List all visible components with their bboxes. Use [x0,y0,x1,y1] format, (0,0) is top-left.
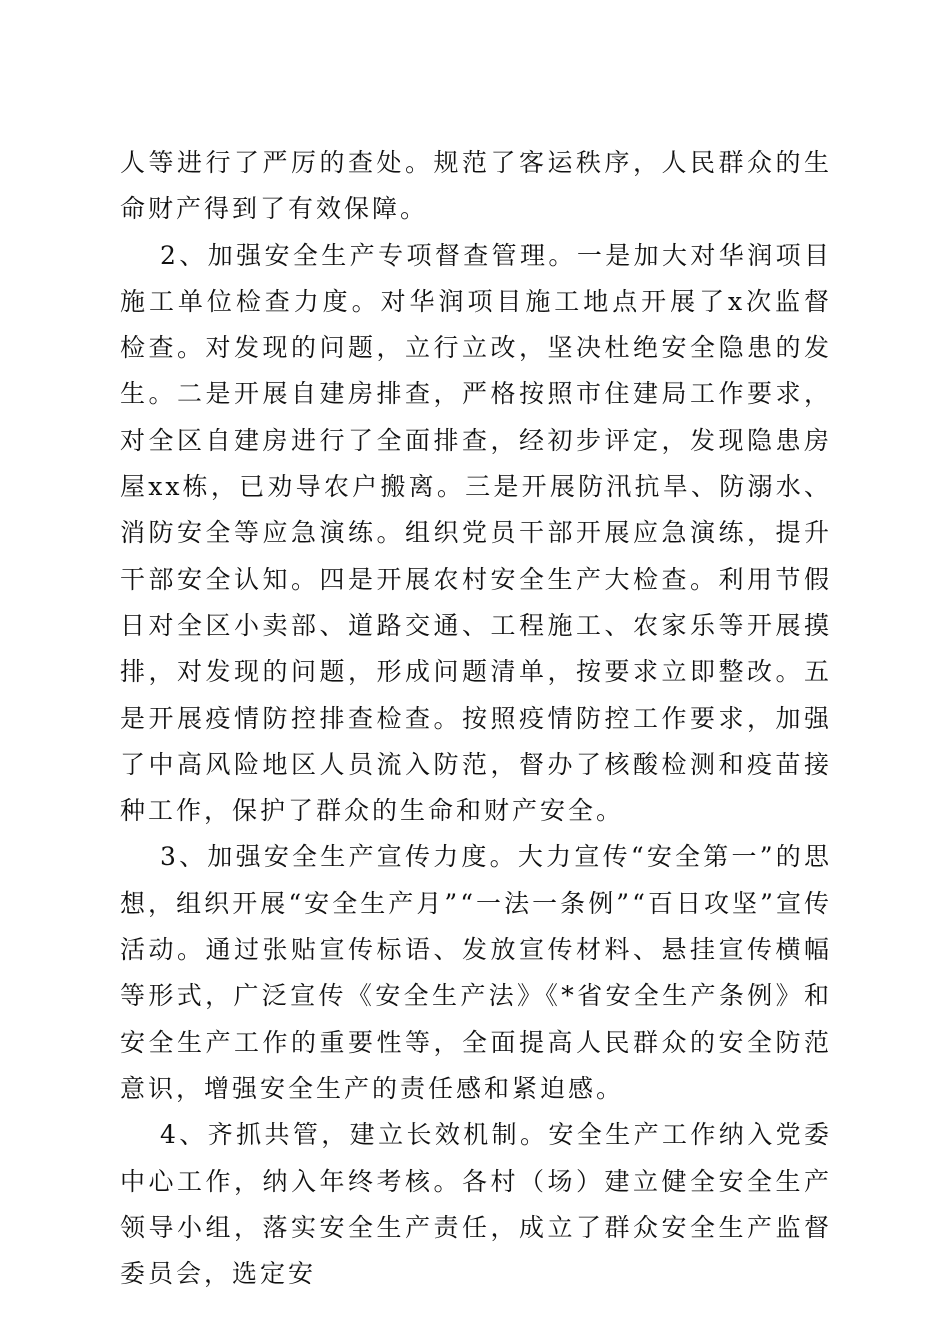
paragraph-continuation: 人等进行了严厉的查处。规范了客运秩序，人民群众的生命财产得到了有效保障。 [120,148,832,224]
paragraph-long-term-mechanism: 4、齐抓共管，建立长效机制。安全生产工作纳入党委中心工作，纳入年终考核。各村（场）建立健全安全生产领导小组，落实安全生产责任，成立了群众安全生产监督委员会，选定安 [120,1120,832,1289]
paragraph-inspection-management: 2、加强安全生产专项督查管理。一是加大对华润项目施工单位检查力度。对华润项目施工地点开展了x次监督检查。对发现的问题，立行立改，坚决杜绝安全隐患的发生。二是开展自建房排查，严格按照市住建局工作要求，对全区自建房进行了全面排查，经初步评定，发现隐患房屋xx栋，已劝导农户搬离。三是开展防汛抗旱、防溺水、消防安全等应急演练。组织党员干部开展应急演练，提升干部安全认知。四是开展农村安全生产大检查。利用节假日对全区小卖部、道路交通、工程施工、农家乐等开展摸排，对发现的问题，形成问题清单，按要求立即整改。五是开展疫情防控排查检查。按照疫情防控工作要求，加强了中高风险地区人员流入防范，督办了核酸检测和疫苗接种工作，保护了群众的生命和财产安全。 [120,240,832,826]
paragraph-publicity: 3、加强安全生产宣传力度。大力宣传“安全第一”的思想，组织开展“安全生产月”“一法一条例”“百日攻坚”宣传活动。通过张贴宣传标语、发放宣传材料、悬挂宣传横幅等形式，广泛宣传《安全生产法》《*省安全生产条例》和安全生产工作的重要性等，全面提高人民群众的安全防范意识，增强安全生产的责任感和紧迫感。 [120,842,832,1103]
document-body [120,140,832,1297]
